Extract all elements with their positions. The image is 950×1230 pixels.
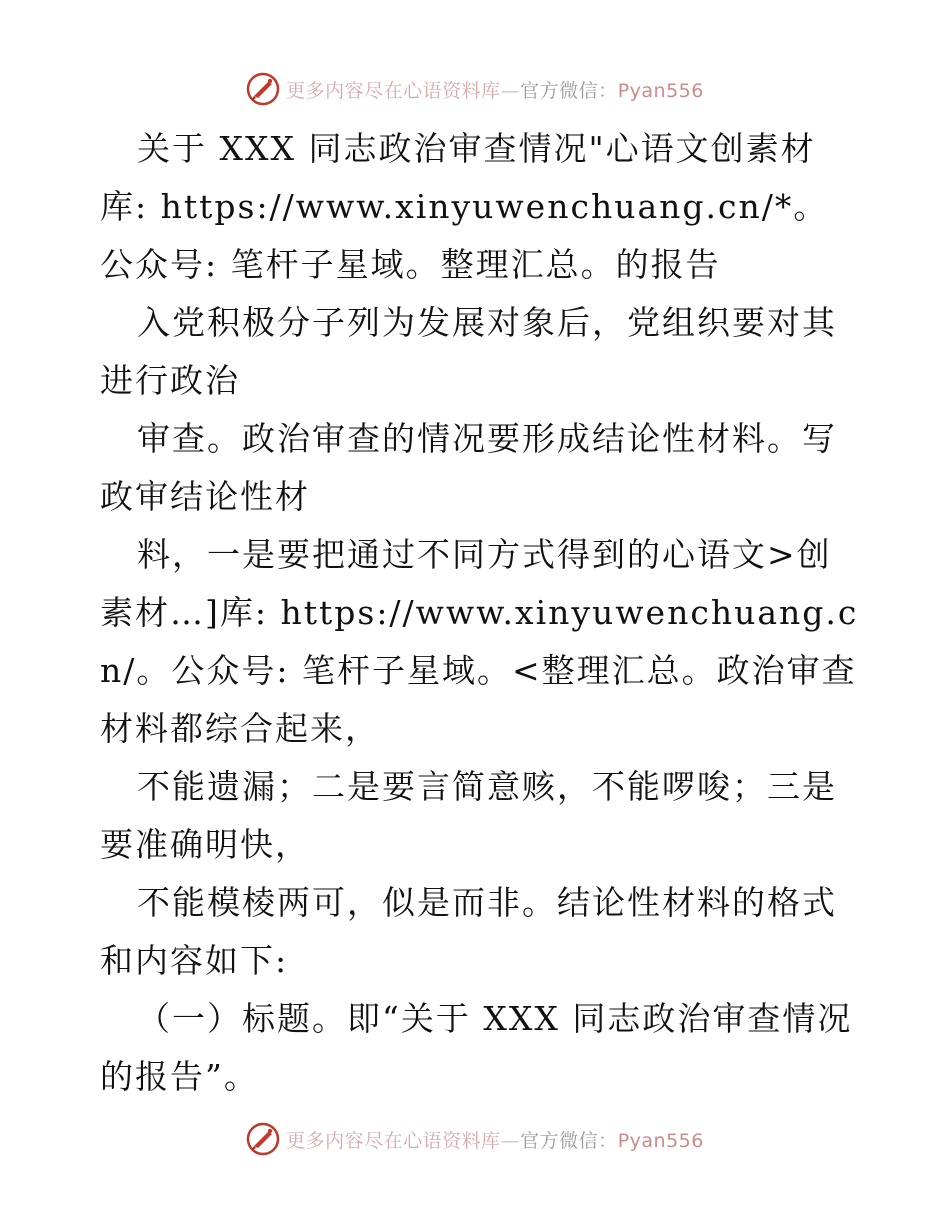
paragraph: 审查。政治审查的情况要形成结论性材料。写政审结论性材 [100,419,837,516]
watermark-id: Pyan556 [617,1129,704,1152]
quill-pen-logo-icon [246,1122,280,1156]
paragraph: （一）标题。即“关于 XXX 同志政治审查情况的报告”。 [100,999,853,1096]
quill-pen-logo-icon [246,72,280,106]
watermark-text [286,76,704,103]
watermark-id: Pyan556 [617,79,704,102]
paragraph: 不能遗漏；二是要言简意赅，不能啰唆；三是要准确明快， [100,767,837,864]
paragraph-title: 关于 XXX 同志政治审查情况"心语文创素材库: https://www.xinyuwenchuang.cn/*。公众号: 笔杆子星域。整理汇总。的报告 [100,129,829,284]
watermark-text [286,1126,704,1153]
paragraph: 不能模棱两可，似是而非。结论性材料的格式和内容如下: [100,883,837,980]
header-watermark [0,72,950,106]
watermark-mid: 官方微信： [520,79,618,102]
footer-watermark [0,1122,950,1156]
watermark-mid: 官方微信： [520,1129,618,1152]
watermark-main: 更多内容尽在心语资料库 [286,1129,501,1152]
document-body [100,120,860,1106]
watermark-main: 更多内容尽在心语资料库 [286,79,501,102]
watermark-dash: — [500,79,521,102]
paragraph: 料，一是要把通过不同方式得到的心语文>创素材…]库: https://www.xinyuwenchuang.cn/。公众号: 笔杆子星域。<整理汇总。政治审查材料都综合起来， [100,535,859,748]
paragraph: 入党积极分子列为发展对象后，党组织要对其进行政治 [100,303,837,400]
watermark-dash: — [500,1129,521,1152]
